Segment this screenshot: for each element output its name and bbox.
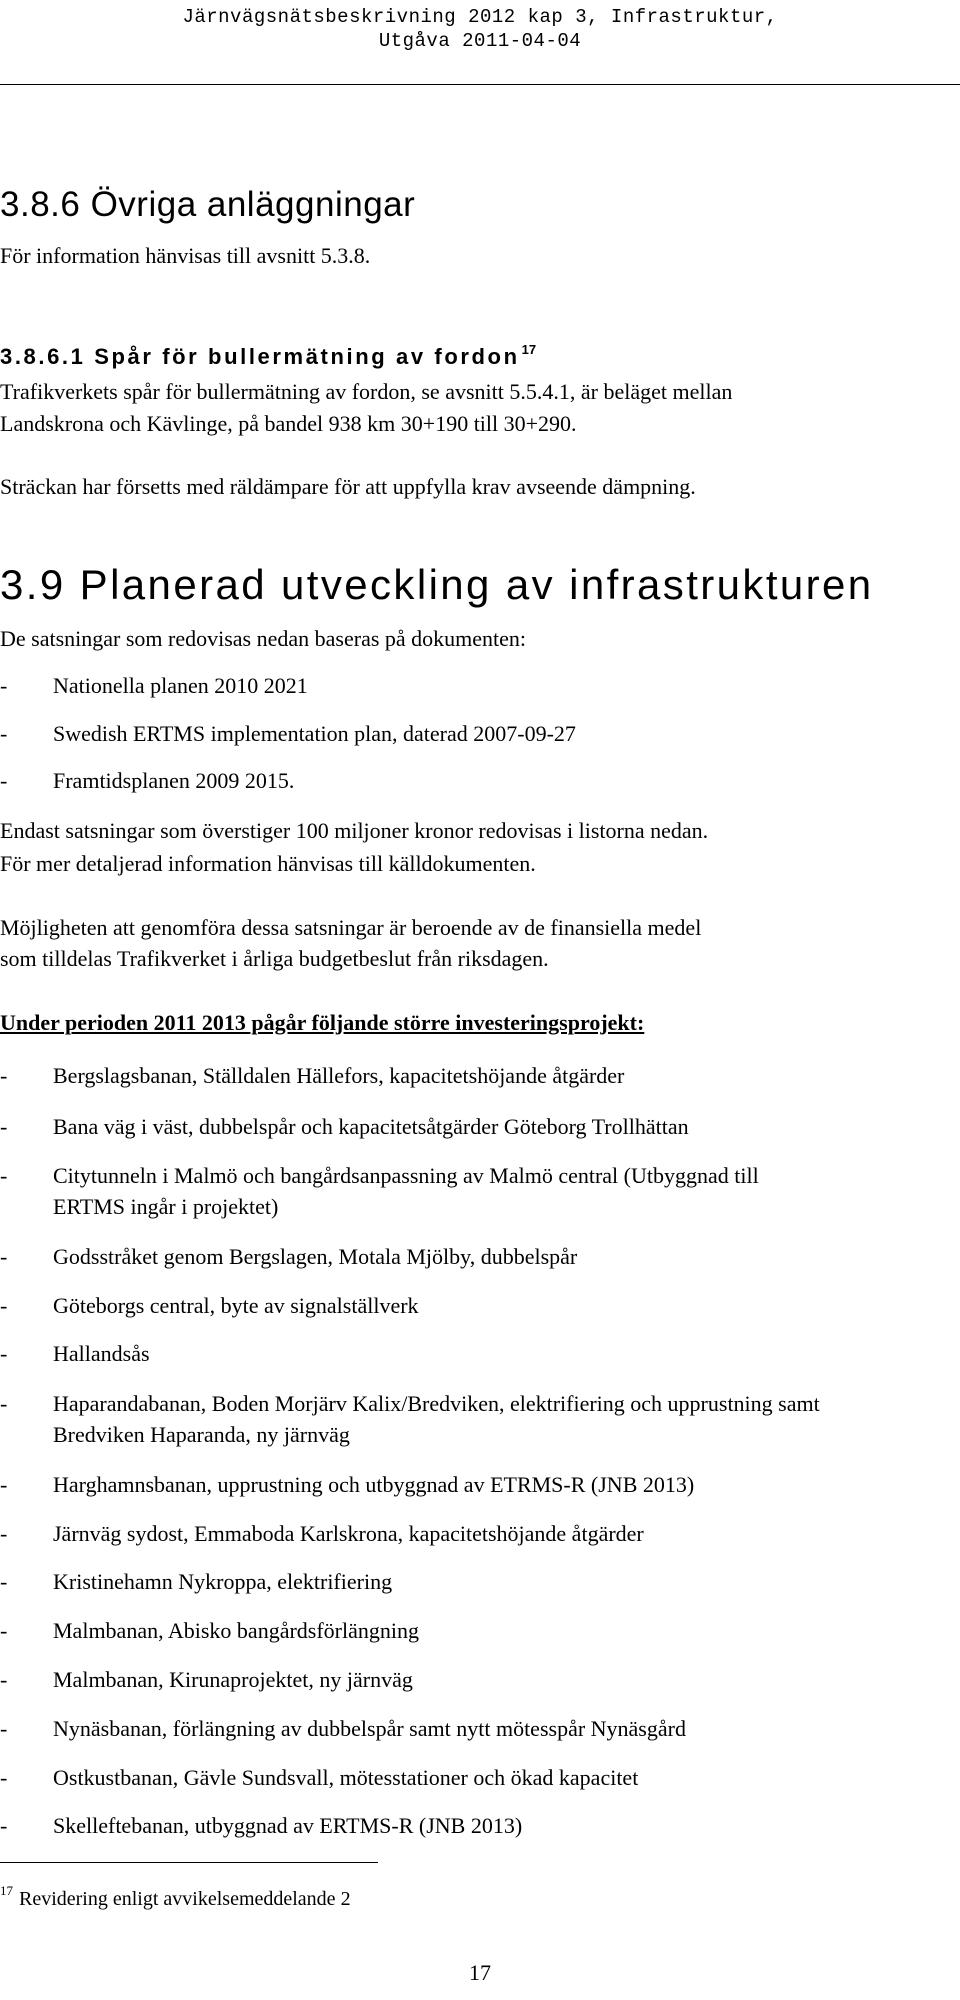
list-dash: -: [0, 1293, 8, 1318]
list-item-text: Järnväg sydost, Emmaboda Karlskrona, kapacitetshöjande åtgärder: [53, 1521, 644, 1546]
list-dash: -: [0, 1472, 8, 1497]
list-item-text: Harghamnsbanan, upprustning och utbyggnad av ETRMS-R (JNB 2013): [53, 1472, 695, 1497]
footnote-reference[interactable]: 17: [521, 342, 537, 357]
list-item-text: Göteborgs central, byte av signalställverk: [53, 1293, 419, 1318]
list-item-text: Bana väg i väst, dubbelspår och kapacitetsåtgärder Göteborg Trollhättan: [53, 1114, 689, 1139]
list-dash: -: [0, 1716, 8, 1741]
running-header-line1: Järnvägsnätsbeskrivning 2012 kap 3, Infrastruktur,: [182, 6, 778, 28]
section-3-8-6-1-para1-line2: Landskrona och Kävlinge, på bandel 938 km 30+190 till 30+290.: [0, 411, 577, 436]
section-3-9-note-line2: För mer detaljerad information hänvisas till källdokumenten.: [0, 851, 536, 876]
page-number: 17: [469, 1960, 491, 1985]
heading-3-8-6-1: [0, 342, 536, 370]
list-dash: -: [0, 1667, 8, 1692]
list-dash: -: [0, 1244, 8, 1269]
section-3-9-note-line1: Endast satsningar som överstiger 100 miljoner kronor redovisas i listorna nedan.: [0, 818, 709, 843]
heading-3-9: 3.9 Planerad utveckling av infrastrukturen: [0, 561, 874, 608]
list-item-text: Haparandabanan, Boden Morjärv Kalix/Bredviken, elektrifiering och upprustning samt Bredviken Haparanda, ny järnväg: [53, 1391, 820, 1447]
list-item-text: Nynäsbanan, förlängning av dubbelspår samt nytt mötesspår Nynäsgård: [53, 1716, 686, 1741]
list-item-text: Hallandsås: [53, 1341, 150, 1366]
list-dash: -: [0, 1341, 8, 1366]
list-dash: -: [0, 1391, 8, 1416]
list-item-text: Kristinehamn Nykroppa, elektrifiering: [53, 1569, 393, 1594]
list-dash: -: [0, 1063, 8, 1088]
projects-heading: Under perioden 2011 2013 pågår följande större investeringsprojekt:: [0, 1010, 645, 1035]
list-item-text: Skelleftebanan, utbyggnad av ERTMS-R (JNB 2013): [53, 1813, 523, 1838]
list-dash: -: [0, 1521, 8, 1546]
section-3-8-6-1-para1-line1: Trafikverkets spår för bullermätning av fordon, se avsnitt 5.5.4.1, är beläget mellan: [0, 379, 733, 404]
running-header-line2: Utgåva 2011-04-04: [378, 30, 582, 52]
list-item-text: Ostkustbanan, Gävle Sundsvall, mötesstationer och ökad kapacitet: [53, 1765, 639, 1790]
footnote-number: 17: [0, 1883, 13, 1898]
header-rule: [0, 84, 960, 85]
list-dash: -: [0, 721, 8, 746]
list-item-text: Malmbanan, Abisko bangårdsförlängning: [53, 1618, 419, 1643]
list-item-text: Malmbanan, Kirunaprojektet, ny järnväg: [53, 1667, 413, 1692]
list-dash: -: [0, 1765, 8, 1790]
list-dash: -: [0, 1813, 8, 1838]
footnote: [0, 1883, 351, 1911]
list-dash: -: [0, 1569, 8, 1594]
section-3-9-funding-line1: Möjligheten att genomföra dessa satsningar är beroende av de finansiella medel: [0, 915, 702, 940]
section-3-8-6-text: För information hänvisas till avsnitt 5.3.8.: [0, 243, 371, 268]
footnote-rule: [0, 1862, 378, 1863]
list-item-text: Framtidsplanen 2009 2015.: [53, 768, 295, 793]
list-dash: -: [0, 1618, 8, 1643]
list-dash: -: [0, 768, 8, 793]
list-item-text: Swedish ERTMS implementation plan, daterad 2007-09-27: [53, 721, 576, 746]
heading-3-8-6: 3.8.6 Övriga anläggningar: [0, 185, 416, 224]
list-item-text: Citytunneln i Malmö och bangårdsanpassning av Malmö central (Utbyggnad till ERTMS ingår i projektet): [53, 1163, 759, 1219]
section-3-8-6-1-para2: Sträckan har försetts med räldämpare för att uppfylla krav avseende dämpning.: [0, 474, 696, 499]
heading-3-8-6-1-text: 3.8.6.1 Spår för bullermätning av fordon: [0, 344, 520, 369]
list-dash: -: [0, 1163, 8, 1188]
list-item-text: Godsstråket genom Bergslagen, Motala Mjölby, dubbelspår: [53, 1244, 578, 1269]
list-dash: -: [0, 673, 8, 698]
list-item-text: Bergslagsbanan, Ställdalen Hällefors, kapacitetshöjande åtgärder: [53, 1063, 625, 1088]
list-dash: -: [0, 1114, 8, 1139]
section-3-9-funding-line2: som tilldelas Trafikverket i årliga budgetbeslut från riksdagen.: [0, 946, 549, 971]
section-3-9-intro: De satsningar som redovisas nedan baseras på dokumenten:: [0, 626, 527, 651]
list-item-text: Nationella planen 2010 2021: [53, 673, 308, 698]
footnote-text: Revidering enligt avvikelsemeddelande 2: [19, 1888, 351, 1910]
